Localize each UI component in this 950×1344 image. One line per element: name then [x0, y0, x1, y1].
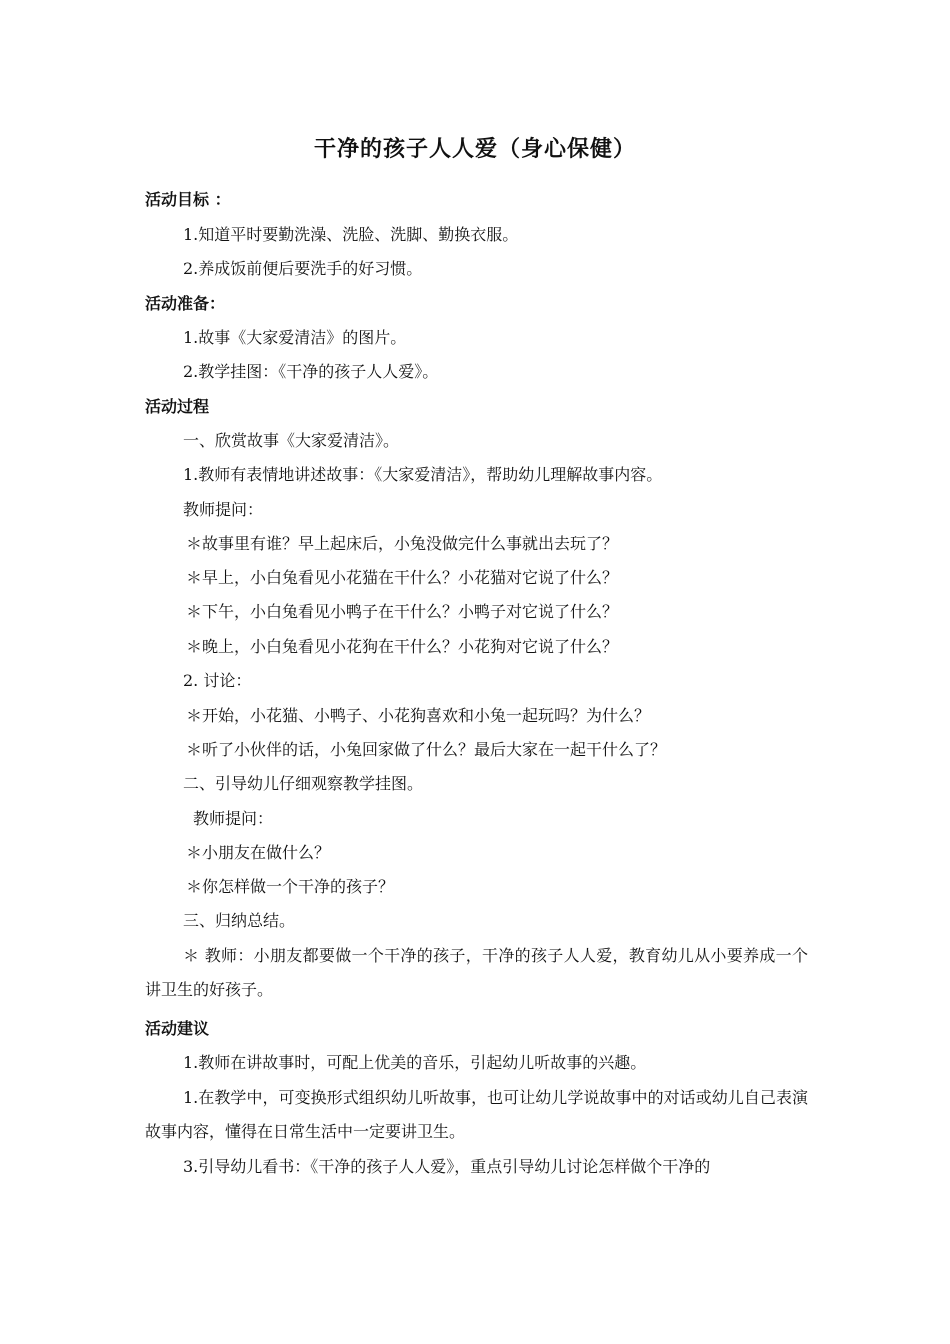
process-question: ＊你怎样做一个干净的孩子？ [186, 877, 395, 896]
process-question: ＊小朋友在做什么？ [186, 843, 331, 862]
process-line: 1.教师有表情地讲述故事：《大家爱清洁》，帮助幼儿理解故事内容。 [183, 465, 663, 484]
suggestions-heading: 活动建议 [145, 1019, 210, 1038]
preparation-heading: 活动准备： [145, 294, 226, 313]
suggestions-line: 3.引导幼儿看书：《干净的孩子人人爱》，重点引导幼儿讨论怎样做个干净的 [183, 1157, 711, 1176]
preparation-item: 2.教学挂图：《干净的孩子人人爱》。 [183, 362, 439, 381]
process-heading: 活动过程 [145, 397, 210, 416]
process-question: ＊晚上，小白兔看见小花狗在干什么？小花狗对它说了什么？ [186, 637, 619, 656]
process-question: ＊听了小伙伴的话，小兔回家做了什么？最后大家在一起干什么了？ [186, 740, 667, 759]
process-question: ＊开始，小花猫、小鸭子、小花狗喜欢和小兔一起玩吗？为什么？ [186, 706, 651, 725]
goals-item: 1.知道平时要勤洗澡、洗脸、洗脚、勤换衣服。 [183, 225, 519, 244]
suggestions-paragraph: 1.在教学中，可变换形式组织幼儿听故事，也可让幼儿学说故事中的对话或幼儿自己表演故事内容，懂得在日常生活中一定要讲卫生。 [145, 1088, 808, 1141]
process-line: 二、引导幼儿仔细观察教学挂图。 [183, 774, 424, 793]
process-line: 教师提问： [183, 500, 264, 519]
goals-item: 2.养成饭前便后要洗手的好习惯。 [183, 259, 423, 278]
process-line: 2. 讨论： [183, 671, 252, 690]
document-title: 干净的孩子人人爱（身心保健） [313, 137, 636, 162]
process-question: ＊下午，小白兔看见小鸭子在干什么？小鸭子对它说了什么？ [186, 602, 619, 621]
process-line: 三、归纳总结。 [183, 911, 296, 930]
suggestions-line: 1.教师在讲故事时，可配上优美的音乐，引起幼儿听故事的兴趣。 [183, 1053, 647, 1072]
preparation-item: 1.故事《大家爱清洁》的图片。 [183, 328, 407, 347]
process-question: ＊故事里有谁？早上起床后，小兔没做完什么事就出去玩了？ [186, 534, 619, 553]
goals-heading: 活动目标 ： [145, 190, 231, 209]
process-line: 一、欣赏故事《大家爱清洁》。 [183, 431, 400, 450]
process-line: 教师提问： [193, 809, 274, 828]
process-question: ＊早上，小白兔看见小花猫在干什么？小花猫对它说了什么？ [186, 568, 619, 587]
process-summary-paragraph: ＊ 教师：小朋友都要做一个干净的孩子，干净的孩子人人爱，教育幼儿从小要养成一个讲卫生的好孩子。 [145, 946, 808, 999]
